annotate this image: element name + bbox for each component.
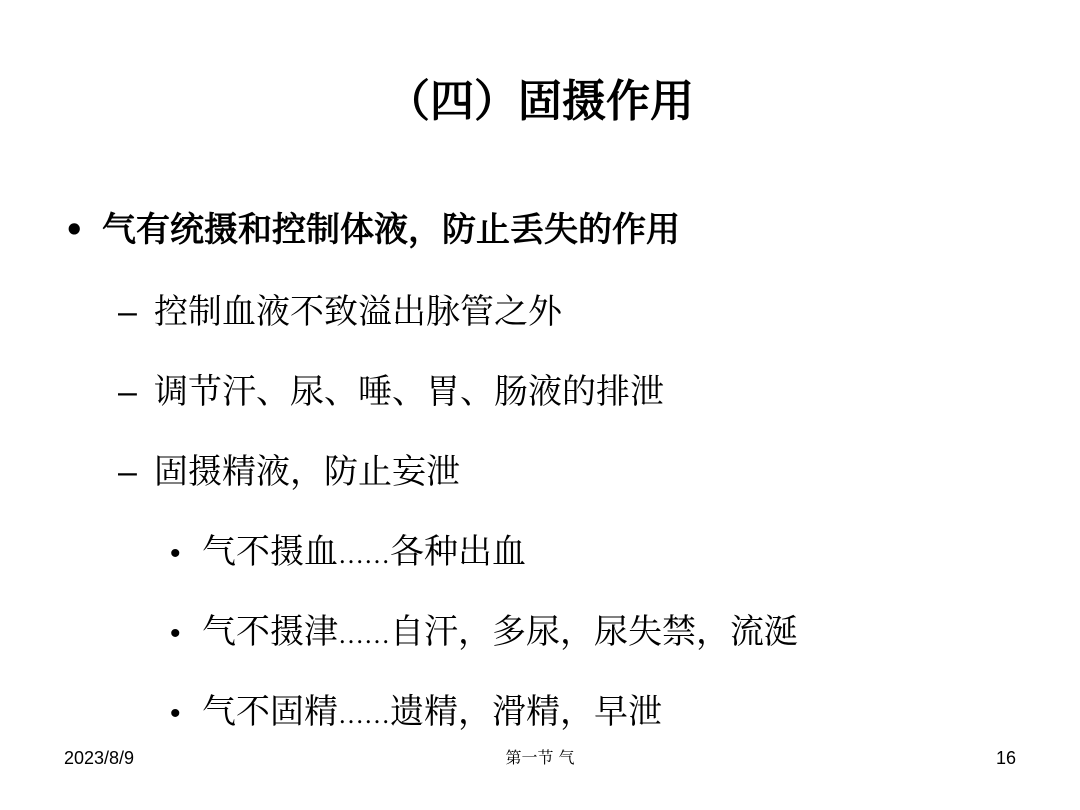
sub-item — [118, 366, 664, 418]
footer-section-title: 第一节 气 — [505, 748, 575, 767]
detail-lead: 气不摄津 — [202, 612, 338, 652]
detail-lead: 气不固精 — [202, 692, 338, 732]
detail-ellipsis: …… — [338, 700, 390, 729]
dash-marker: – — [118, 293, 137, 331]
bullet-marker: • — [64, 211, 85, 249]
sub-item-text: 固摄精液，防止妄泄 — [154, 452, 460, 492]
bullet-marker: • — [170, 697, 181, 730]
detail-lead: 气不摄血 — [202, 532, 338, 572]
dash-marker: – — [118, 453, 137, 491]
slide-title: （四）固摄作用 — [386, 76, 694, 127]
page-number: 16 — [995, 748, 1016, 768]
bullet-marker: • — [170, 617, 181, 650]
detail-ellipsis: …… — [338, 540, 390, 569]
detail-result: 各种出血 — [390, 532, 526, 572]
detail-result: 遗精，滑精，早泄 — [390, 692, 662, 732]
sub-item — [118, 446, 460, 498]
dash-marker: – — [118, 373, 137, 411]
sub-item-text: 控制血液不致溢出脉管之外 — [154, 292, 562, 332]
sub-item-text: 调节汗、尿、唾、胃、肠液的排泄 — [154, 372, 664, 412]
detail-result: 自汗，多尿，尿失禁，流涎 — [390, 612, 798, 652]
footer-date: 2023/8/9 — [64, 748, 135, 768]
detail-ellipsis: …… — [338, 620, 390, 649]
bullet-main-text: 气有统摄和控制体液，防止丢失的作用 — [102, 210, 680, 250]
detail-item — [170, 606, 798, 661]
bullet-main — [64, 204, 680, 256]
detail-item — [170, 526, 526, 581]
sub-item — [118, 286, 562, 338]
bullet-marker: • — [170, 537, 181, 570]
detail-item — [170, 686, 662, 741]
